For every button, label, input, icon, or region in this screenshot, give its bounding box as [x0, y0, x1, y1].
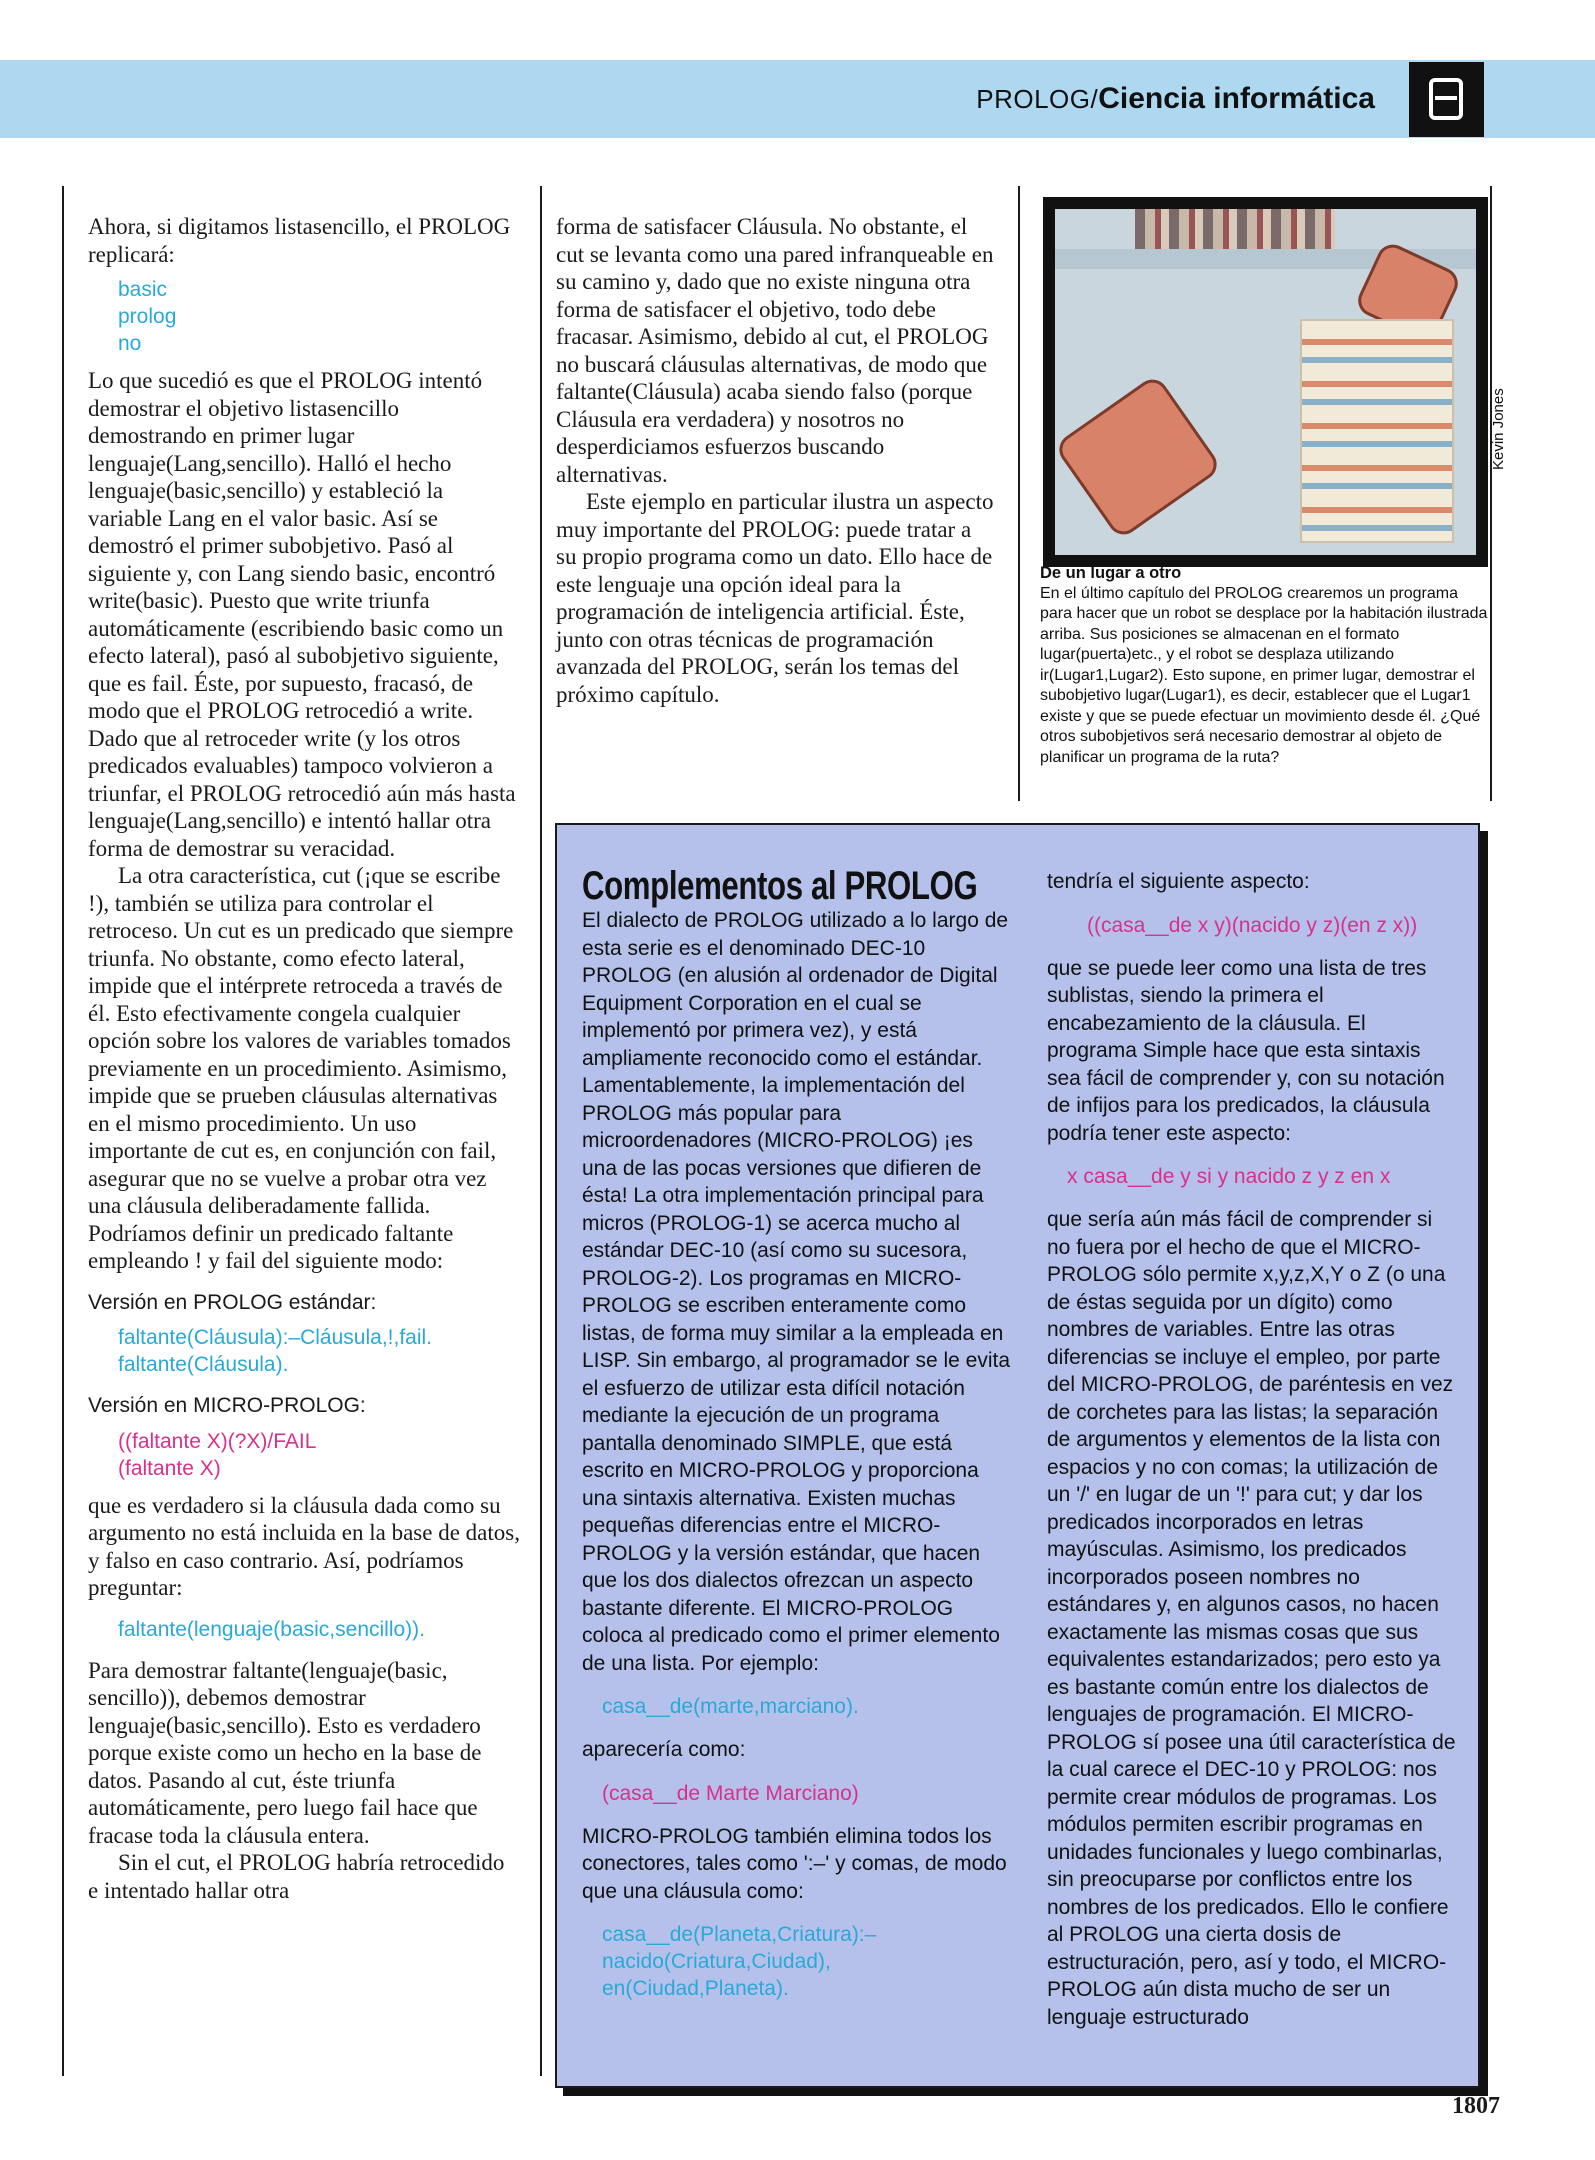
sidebar-box [555, 823, 1480, 2088]
paragraph: Este ejemplo en particular ilustra un aspecto muy importante del PROLOG: puede tratar a su propio programa como un dato. Ello hace de este lenguaje una opción ideal para la programación de inteligencia artificial. Éste, junto con otras técnicas de programación avanzada del PROLOG, serán los temas del próximo capítulo. [556, 489, 994, 707]
code-example: (casa__de Marte Marciano) [602, 1781, 859, 1805]
paragraph: MICRO-PROLOG también elimina todos los conectores, tales como ':–' y comas, de modo que una cláusula como: [582, 1824, 1007, 1903]
series-label: PROLOG/ [976, 84, 1099, 114]
computer-chip-icon [1409, 62, 1484, 137]
illustration-credit: Kevin Jones [1490, 388, 1507, 470]
code-example: x casa__de y si y nacido z y z en x [1067, 1165, 1391, 1188]
rug [1300, 319, 1454, 543]
paragraph: que es verdadero si la cláusula dada como su argumento no está incluida en la base de datos, y falso en caso contrario. Así, podríamos preguntar: [88, 1492, 520, 1600]
section-title [976, 82, 1375, 116]
column-rule-middle [540, 186, 542, 2076]
paragraph: La otra característica, cut (¡que se escribe !), también se utiliza para controlar el retroceso. Un cut es un predicado que siempre triunfa. No obstante, como efecto lateral, impide que el intérprete retroceda a través de él. Esto efectivamente congela cualquier opción sobre los valores de variables tomados previamente en un procedimiento. Asimismo, impide que se prueben cláusulas alternativas en el mismo procedimiento. Un uso importante de cut es, en conjunción con fail, asegurar que no se vuelve a probar otra vez una cláusula deliberadamente fallida. Podríamos definir un predicado faltante empleando ! y fail del siguiente modo: [88, 863, 514, 1273]
code-line: faltante(Cláusula). [118, 1353, 289, 1376]
paragraph: que sería aún más fácil de comprender si no fuera por el hecho de que el MICRO-PROLOG sólo permite x,y,z,X,Y o Z (o una de éstas seguida por un dígito) como nombres de variables. Entre las otras diferencias se incluye el empleo, por parte del MICRO-PROLOG, de paréntesis en vez de corchetes para las listas; la separación de argumentos y elementos de la lista con espacios y no con comas; la utilización de un '/' en lugar de un '!' para cut; y dar los predicados incorporados en letras mayúsculas. Asimismo, los predicados incorporados poseen nombres no estándares y, en algunos casos, no hacen exactamente las mismas cosas que sus equivalentes estandarizados; pero esto ya es bastante común entre los dialectos de lenguajes de programación. El MICRO-PROLOG sí posee una útil característica de la cual carece el DEC-10 y PROLOG: nos permite crear módulos de programas. Los módulos permiten escribir programas en unidades funcionales y luego combinarlas, sin preocuparse por conflictos entre los nombres de los predicados. Ello le confiere al PROLOG una cierta dosis de estructuración, pero, así y todo, el MICRO-PROLOG aún dista mucho de ser un lenguaje estructurado [1047, 1208, 1456, 2029]
code-example [118, 1324, 520, 1378]
box-left-column [582, 865, 1012, 2002]
code-line: faltante(Cláusula):–Cláusula,!,fail. [118, 1326, 432, 1349]
code-line: (faltante X) [118, 1456, 221, 1480]
code-example: faltante(lenguaje(basic,sencillo)). [118, 1617, 425, 1641]
code-example [602, 1921, 1012, 2002]
code-line: ((faltante X)(?X)/FAIL [118, 1429, 317, 1453]
section-label: Ciencia informática [1098, 82, 1375, 115]
code-example: ((casa__de x y)(nacido y z)(en z x)) [1087, 913, 1418, 937]
caption-title: De un lugar a otro [1040, 564, 1182, 582]
figure-rule-right [1490, 186, 1492, 801]
paragraph: El dialecto de PROLOG utilizado a lo largo de esta serie es el denominado DEC-10 PROLOG (en alusión al ordenador de Digital Equipment Corporation en el cual se implementó por primera vez), y está ampliamente reconocido como el estándar. Lamentablemente, la implementación del PROLOG más popular para microordenadores (MICRO-PROLOG) ¡es una de las pocas versiones que difieren de ésta! La otra implementación principal para micros (PROLOG-1) se acerca mucho al estándar DEC-10 (así como su sucesora, PROLOG-2). Los programas en MICRO-PROLOG se escriben enteramente como listas, de forma muy similar a la empleada en LISP. Sin embargo, al programador se le evita el esfuerzo de utilizar esta difícil notación mediante la ejecución de un programa pantalla denominado SIMPLE, que está escrito en MICRO-PROLOG y proporciona una sintaxis alternativa. Existen muchas pequeñas diferencias entre el MICRO-PROLOG y la versión estándar, que hacen que los dos dialectos ofrezcan un aspecto bastante diferente. El MICRO-PROLOG coloca al predicado como el primer elemento de una lista. Por ejemplo: [582, 909, 1011, 1675]
paragraph: forma de satisfacer Cláusula. No obstante, el cut se levanta como una pared infranqueable en su camino y, dado que no existe ninguna otra forma de satisfacer el objetivo, todo debe fracasar. Asimismo, debido al cut, el PROLOG no buscará cláusulas alternativas, de modo que faltante(Cláusula) acaba siendo falso (porque Cláusula era verdadera) y nosotros no desperdiciamos esfuerzos buscando alternativas. [556, 214, 994, 487]
code-example: casa__de(marte,marciano). [602, 1695, 859, 1718]
column-2 [556, 213, 996, 708]
paragraph: aparecería como: [582, 1738, 746, 1761]
code-line: casa__de(Planeta,Criatura):– [602, 1923, 877, 1946]
paragraph: Para demostrar faltante(lenguaje(basic, sencillo)), debemos demostrar lenguaje(basic,sencillo). Esto es verdadero porque existe como un hecho en la base de datos. Pasando al cut, éste triunfa automáticamente, pero luego fail hace que fracase toda la cláusula entera. [88, 1657, 482, 1848]
code-line: en(Ciudad,Planeta). [602, 1977, 789, 2000]
code-example [118, 1428, 520, 1482]
code-line: prolog [118, 305, 177, 328]
figure-rule-left [1018, 186, 1020, 801]
column-1 [88, 213, 520, 1904]
paragraph: tendría el siguiente aspecto: [1047, 870, 1310, 893]
figure-caption [1040, 563, 1490, 768]
paragraph: Lo que sucedió es que el PROLOG intentó demostrar el objetivo listasencillo demostrando en primer lugar lenguaje(Lang,sencillo). Halló el hecho lenguaje(basic,sencillo) y estableció la variable Lang en el valor basic. Así se demostró el primer subobjetivo. Pasó al siguiente y, con Lang siendo basic, encontró write(basic). Puesto que write triunfa automáticamente (escribiendo basic como un efecto lateral), pasó al subobjetivo siguiente, que es fail. Éste, por supuesto, fracasó, de modo que el PROLOG retrocedió a write. Dado que al retroceder write (y los otros predicados evaluables) tampoco volvieron a triunfar, el PROLOG retrocedió aún más hasta lenguaje(Lang,sencillo) e intentó hallar otra forma de demostrar su veracidad. [88, 368, 516, 861]
code-line: basic [118, 278, 168, 301]
room-illustration [1043, 197, 1488, 567]
code-line: nacido(Criatura,Ciudad), [602, 1950, 831, 1973]
code-line: no [118, 332, 142, 355]
armchair [1053, 373, 1223, 540]
bookshelf [1135, 209, 1335, 249]
paragraph: que se puede leer como una lista de tres sublistas, siendo la primera el encabezamiento de la cláusula. El programa Simple hace que esta sintaxis sea fácil de comprender y, con su notación de infijos para los predicados, la cláusula podría tener este aspecto: [1047, 956, 1445, 1145]
paragraph: Sin el cut, el PROLOG habría retrocedido e intentado hallar otra [88, 1850, 505, 1903]
paragraph: Ahora, si digitamos listasencillo, el PROLOG replicará: [88, 214, 511, 267]
version-label: Versión en PROLOG estándar: [88, 1290, 377, 1314]
caption-text: En el último capítulo del PROLOG crearemos un programa para hacer que un robot se desplace por la habitación ilustrada arriba. Sus posiciones se almacenan en el formato lugar(puerta)etc., y el robot se desplaza utilizando ir(Lugar1,Lugar2). Esto supone, en primer lugar, demostrar el subobjetivo lugar(Lugar1), es decir, establecer que el Lugar1 existe y que se puede efectuar un movimiento desde él. ¿Qué otros subobjetivos será necesario demostrar al objeto de planificar un programa de la ruta? [1040, 584, 1488, 766]
box-title: Complementos al PROLOG [582, 864, 978, 908]
page-number: 1807 [1452, 2093, 1500, 2119]
column-rule-left [62, 186, 64, 2076]
box-right-column [1047, 868, 1457, 2031]
version-label: Versión en MICRO-PROLOG: [88, 1394, 366, 1417]
code-example [118, 276, 520, 357]
